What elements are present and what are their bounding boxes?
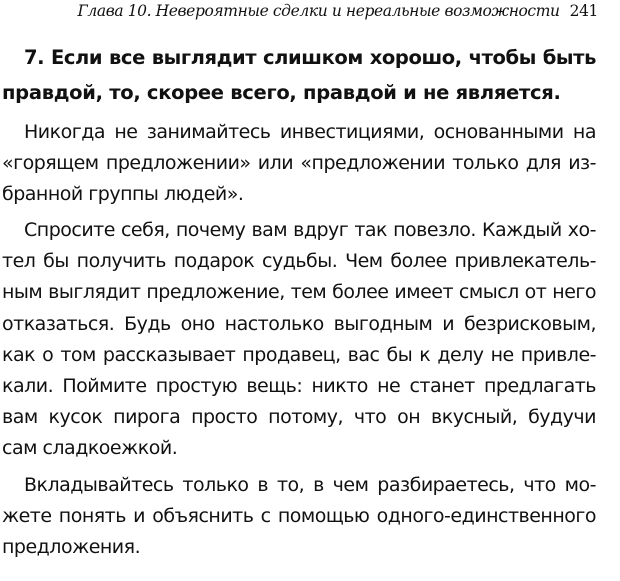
paragraph-line: ным выглядит предложение, тем более имеет смысл от него bbox=[2, 281, 596, 303]
paragraph-line: сам сладкоежкой. bbox=[2, 437, 178, 459]
paragraph-line: вам кусок пирога просто потому, что он вкусный, будучи bbox=[2, 406, 596, 428]
paragraph-line: жете понять и объяснить с помощью одного-единственного bbox=[2, 505, 596, 527]
paragraph-line: Никогда не занимайтесь инвестициями, основанными на bbox=[24, 121, 596, 143]
chapter-title: Глава 10. Невероятные сделки и нереальные возможности bbox=[77, 2, 560, 20]
running-header bbox=[0, 2, 598, 20]
paragraph-line: тел бы получить подарок судьбы. Чем более привлекатель- bbox=[2, 250, 596, 272]
section-heading-line: правдой, то, скорее всего, правдой и не является. bbox=[2, 81, 561, 104]
paragraph-line: кали. Поймите простую вещь: никто не станет предлагать bbox=[2, 375, 596, 397]
paragraph-line: предложения. bbox=[2, 536, 141, 558]
paragraph-line: бранной группы людей». bbox=[2, 183, 244, 205]
section-heading-line: 7. Если все выглядит слишком хорошо, чтобы быть bbox=[24, 46, 596, 69]
paragraph-line: как о том рассказывает продавец, вас бы к делу не привле- bbox=[2, 344, 596, 366]
paragraph-line: отказаться. Будь оно настолько выгодным и безрисковым, bbox=[2, 313, 596, 335]
paragraph-line: Вкладывайтесь только в то, в чем разбираетесь, что мо- bbox=[24, 474, 596, 496]
paragraph-line: Спросите себя, почему вам вдруг так повезло. Каждый хо- bbox=[24, 219, 596, 241]
paragraph-line: «горящем предложении» или «предложении только для из- bbox=[2, 152, 596, 174]
page-number: 241 bbox=[569, 2, 598, 20]
